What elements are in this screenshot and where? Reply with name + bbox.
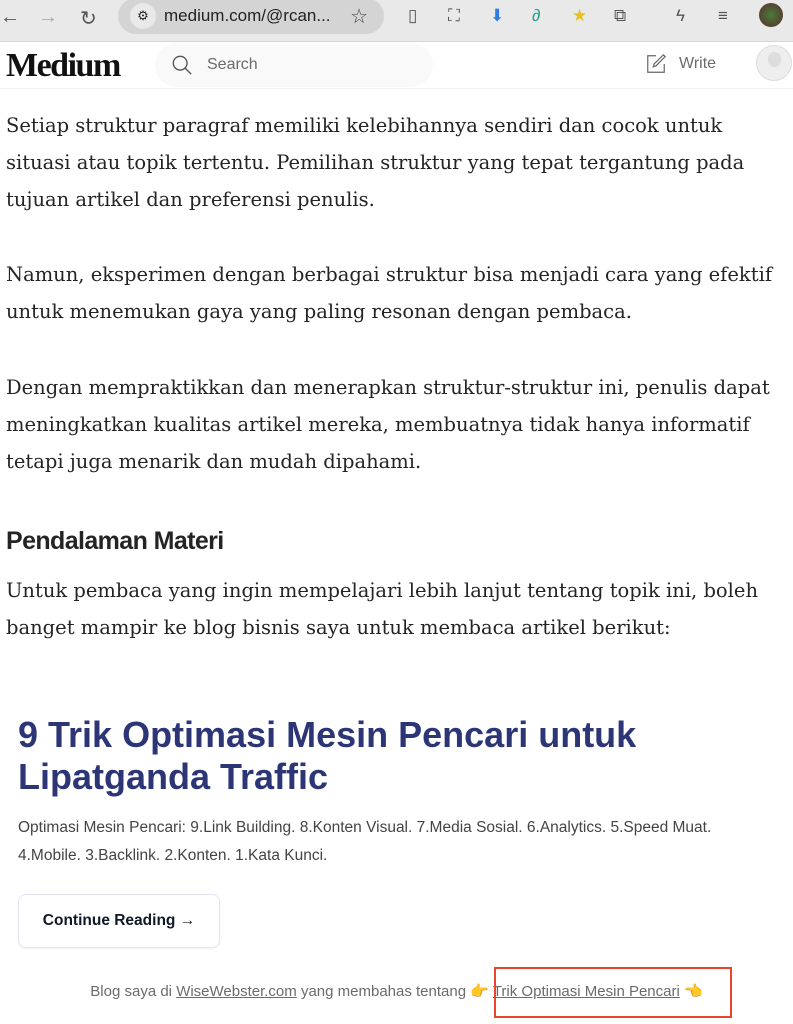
highlight-extension-icon[interactable]: ★ bbox=[572, 6, 588, 25]
article-paragraph: Setiap struktur paragraf memiliki kelebihannya sendiri dan cocok untuk situasi atau topik tertentu. Pemilihan struktur yang tepat tergantung pada tujuan artikel dan preferensi penulis. bbox=[6, 114, 745, 211]
caption-text: yang membahas tentang bbox=[296, 983, 471, 1000]
bolt-extension-icon[interactable]: ϟ bbox=[676, 6, 685, 25]
embed-title[interactable]: 9 Trik Optimasi Mesin Pencari untuk Lipatganda Traffic bbox=[18, 714, 637, 797]
screenshot-extension-icon[interactable]: ⛶ bbox=[448, 6, 460, 25]
wisewebster-link[interactable]: WiseWebster.com bbox=[176, 983, 297, 1000]
search-placeholder: Search bbox=[207, 56, 258, 73]
write-label: Write bbox=[679, 55, 717, 72]
pointing-left-emoji: 👈 bbox=[684, 983, 703, 1000]
article-paragraph: Namun, eksperimen dengan berbagai struktur bisa menjadi cara yang efektif untuk menemukan gaya yang paling resonan dengan pembaca. bbox=[6, 263, 773, 323]
caption-text: Blog saya di bbox=[90, 983, 177, 1000]
article-paragraph: Dengan mempraktikkan dan menerapkan struktur-struktur ini, penulis dapat meningkatkan kualitas artikel mereka, membuatnya tidak hanya informatif tetapi juga menarik dan mudah dipahami. bbox=[6, 376, 770, 473]
url-text: medium.com/@rcan... bbox=[164, 6, 331, 25]
section-heading: Pendalaman Materi bbox=[6, 527, 224, 555]
seo-article-link[interactable]: Trik Optimasi Mesin Pencari bbox=[492, 983, 680, 1000]
medium-logo[interactable]: Medium bbox=[6, 47, 120, 84]
translate-extension-icon[interactable]: ∂ bbox=[532, 6, 541, 25]
profile-avatar[interactable] bbox=[759, 3, 783, 27]
article-paragraph: Untuk pembaca yang ingin mempelajari lebih lanjut tentang topik ini, boleh banget mampir ke blog bisnis saya untuk membaca artikel berikut: bbox=[6, 579, 759, 639]
write-icon bbox=[645, 53, 667, 75]
extensions-puzzle-icon[interactable]: ⧉ bbox=[614, 6, 627, 25]
search-icon bbox=[171, 54, 193, 76]
extension-mouse-icon[interactable]: ▯ bbox=[408, 6, 418, 25]
search-input[interactable] bbox=[155, 43, 433, 87]
bookmark-star-icon[interactable]: ☆ bbox=[350, 5, 368, 28]
pointing-right-emoji: 👉 bbox=[470, 983, 489, 1000]
reload-button[interactable]: ↻ bbox=[80, 8, 97, 30]
write-button[interactable] bbox=[645, 53, 716, 75]
continue-reading-button[interactable]: Continue Reading → bbox=[18, 894, 220, 948]
media-control-icon[interactable]: ≡ bbox=[718, 6, 728, 25]
user-avatar[interactable] bbox=[756, 45, 792, 81]
browser-toolbar bbox=[0, 0, 793, 42]
forward-button[interactable]: → bbox=[38, 6, 58, 28]
site-settings-icon[interactable]: ⚙ bbox=[130, 3, 156, 29]
back-button[interactable]: ← bbox=[0, 6, 20, 28]
medium-header bbox=[0, 43, 793, 89]
embed-description: Optimasi Mesin Pencari: 9.Link Building. 8.Konten Visual. 7.Media Sosial. 6.Analytics. 5.Speed Muat. 4.Mobile. 3.Backlink. 2.Konten. 1.Kata Kunci. bbox=[18, 819, 712, 864]
download-extension-icon[interactable]: ⬇ bbox=[490, 6, 505, 25]
address-bar[interactable] bbox=[118, 0, 384, 34]
highlight-box bbox=[494, 967, 732, 1018]
